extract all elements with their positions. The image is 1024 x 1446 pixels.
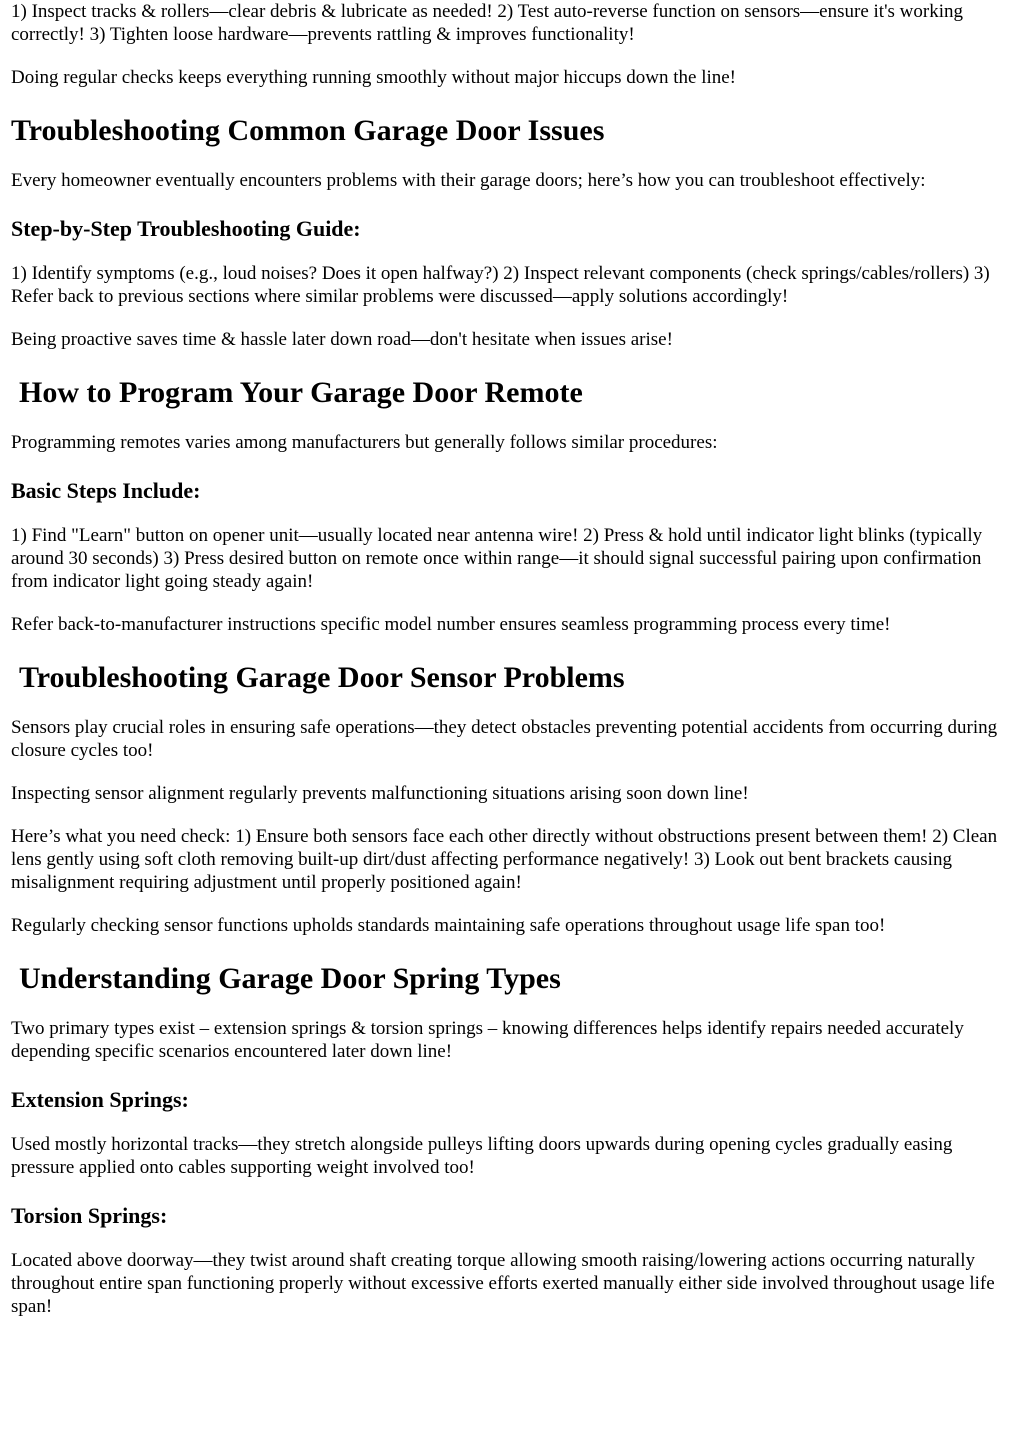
maintenance-summary-paragraph: Doing regular checks keeps everything running smoothly without major hiccups down the line! bbox=[11, 67, 737, 88]
sensor-intro-paragraph: Sensors play crucial roles in ensuring safe operations—they detect obstacles preventing potential accidents from occurring during closure cycles too! bbox=[11, 717, 998, 761]
program-remote-steps-paragraph: 1) Find "Learn" button on opener unit—usually located near antenna wire! 2) Press & hold until indicator light blinks (typically around 30 seconds) 3) Press desired button on remote once within range—it should signal successful pairing upon confirmation from indicator light going steady again! bbox=[11, 525, 983, 592]
troubleshooting-guide-subheading: Step-by-Step Troubleshooting Guide: bbox=[11, 216, 361, 241]
sensor-alignment-paragraph: Inspecting sensor alignment regularly prevents malfunctioning situations arising soon down line! bbox=[11, 783, 749, 804]
sensor-checklist-paragraph: Here’s what you need check: 1) Ensure both sensors face each other directly without obstructions present between them! 2) Clean lens gently using soft cloth removing built-up dirt/dust affecting performance negatively! 3) Look out bent brackets causing misalignment requiring adjustment until properly positioned again! bbox=[11, 826, 998, 893]
extension-springs-subheading: Extension Springs: bbox=[11, 1087, 189, 1112]
troubleshooting-heading: Troubleshooting Common Garage Door Issues bbox=[11, 114, 605, 147]
sensor-problems-heading: Troubleshooting Garage Door Sensor Problems bbox=[19, 661, 625, 694]
troubleshooting-intro-paragraph: Every homeowner eventually encounters problems with their garage doors; here’s how you can troubleshoot effectively: bbox=[11, 170, 926, 191]
program-remote-intro-paragraph: Programming remotes varies among manufacturers but generally follows similar procedures: bbox=[11, 432, 718, 453]
extension-springs-paragraph: Used mostly horizontal tracks—they stretch alongside pulleys lifting doors upwards during opening cycles gradually easing pressure applied onto cables supporting weight involved too! bbox=[11, 1134, 953, 1178]
maintenance-steps-paragraph: 1) Inspect tracks & rollers—clear debris & lubricate as needed! 2) Test auto-reverse function on sensors—ensure it's working correctly! 3) Tighten loose hardware—prevents rattling & improves functionality! bbox=[11, 1, 963, 45]
program-remote-summary-paragraph: Refer back-to-manufacturer instructions specific model number ensures seamless programming process every time! bbox=[11, 614, 891, 635]
program-remote-heading: How to Program Your Garage Door Remote bbox=[19, 376, 583, 409]
sensor-summary-paragraph: Regularly checking sensor functions upholds standards maintaining safe operations throughout usage life span too! bbox=[11, 915, 886, 936]
basic-steps-subheading: Basic Steps Include: bbox=[11, 478, 201, 503]
spring-types-intro-paragraph: Two primary types exist – extension springs & torsion springs – knowing differences helps identify repairs needed accurately depending specific scenarios encountered later down line! bbox=[11, 1018, 964, 1062]
torsion-springs-paragraph: Located above doorway—they twist around shaft creating torque allowing smooth raising/lowering actions occurring naturally throughout entire span functioning properly without excessive efforts exerted manually either side involved throughout usage life span! bbox=[11, 1250, 995, 1317]
troubleshooting-steps-paragraph: 1) Identify symptoms (e.g., loud noises? Does it open halfway?) 2) Inspect relevant components (check springs/cables/rollers) 3) Refer back to previous sections where similar problems were discussed—apply solutions accordingly! bbox=[11, 263, 990, 307]
spring-types-heading: Understanding Garage Door Spring Types bbox=[19, 962, 561, 995]
torsion-springs-subheading: Torsion Springs: bbox=[11, 1203, 168, 1228]
troubleshooting-summary-paragraph: Being proactive saves time & hassle later down road—don't hesitate when issues arise! bbox=[11, 329, 673, 350]
